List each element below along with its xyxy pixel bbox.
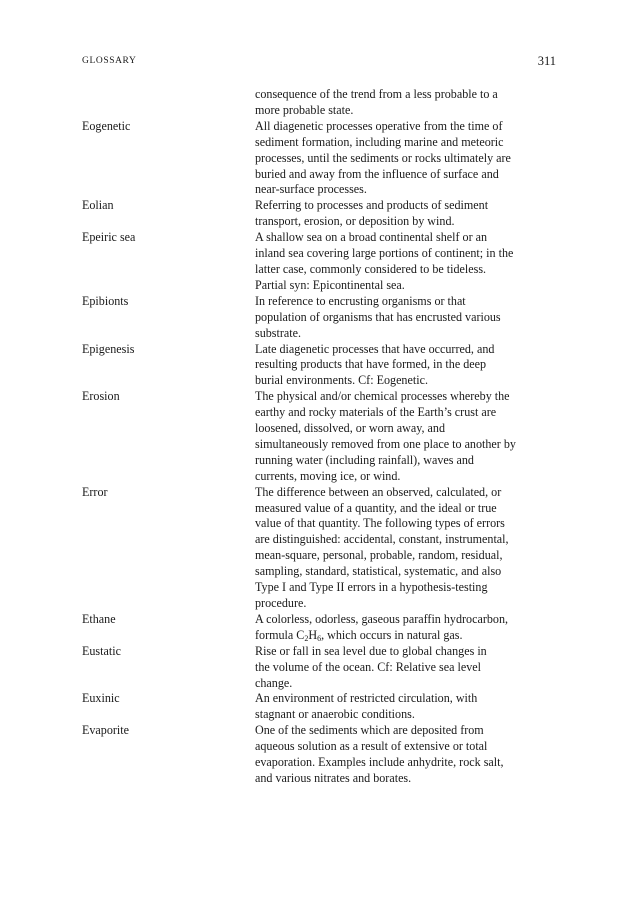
formula-element: H <box>308 627 318 642</box>
entry-term: Epigenesis <box>82 341 135 356</box>
definition-line: are distinguished: accidental, constant, instrumental, <box>255 532 509 547</box>
definition-line: more probable state. <box>255 102 354 117</box>
entry-definition <box>255 612 560 644</box>
definition-line: Rise or fall in sea level due to global changes in <box>255 643 487 658</box>
glossary-entry <box>82 342 560 390</box>
glossary-entry <box>82 612 560 644</box>
entry-definition <box>255 691 560 723</box>
definition-line: sampling, standard, statistical, systematic, and also <box>255 564 502 579</box>
definition-line: A colorless, odorless, gaseous paraffin hydrocarbon, <box>255 611 509 626</box>
entry-definition <box>255 644 560 692</box>
entry-term: Eogenetic <box>82 118 131 133</box>
definition-line: All diagenetic processes operative from the time of <box>255 118 503 133</box>
formula-subscript: 2 <box>304 633 309 643</box>
definition-line: Late diagenetic processes that have occurred, and <box>255 341 495 356</box>
entry-term: Error <box>82 484 108 499</box>
definition-line: stagnant or anaerobic conditions. <box>255 707 415 722</box>
definition-line: population of organisms that has encrusted various <box>255 309 501 324</box>
entry-term: Epibionts <box>82 293 129 308</box>
entry-term: Epeiric sea <box>82 230 136 245</box>
definition-line: and various nitrates and borates. <box>255 770 412 785</box>
definition-line: In reference to encrusting organisms or that <box>255 293 466 308</box>
definition-line: simultaneously removed from one place to another by <box>255 436 516 451</box>
formula-subscript: 6 <box>317 633 322 643</box>
definition-line: A shallow sea on a broad continental shelf or an <box>255 230 488 245</box>
entry-term <box>82 87 255 119</box>
glossary-entry <box>82 198 560 230</box>
definition-line: loosened, dissolved, or worn away, and <box>255 421 445 436</box>
glossary-entry <box>82 644 560 692</box>
definition-line: resulting products that have formed, in the deep <box>255 357 487 372</box>
glossary-entry <box>82 230 560 294</box>
glossary-entry <box>82 119 560 199</box>
definition-line: consequence of the trend from a less probable to a <box>255 87 498 101</box>
definition-line: transport, erosion, or deposition by wind. <box>255 214 455 229</box>
definition-line: value of that quantity. The following types of errors <box>255 516 505 531</box>
entry-definition <box>255 198 560 230</box>
entry-term: Ethane <box>82 611 116 626</box>
definition-line: An environment of restricted circulation, with <box>255 691 478 706</box>
definition-line: The difference between an observed, calculated, or <box>255 484 502 499</box>
definition-line: Referring to processes and products of sediment <box>255 198 489 213</box>
definition-line: near-surface processes. <box>255 182 367 197</box>
definition-line: procedure. <box>255 596 307 610</box>
definition-line: evaporation. Examples include anhydrite, rock salt, <box>255 755 504 770</box>
entry-definition <box>255 230 560 294</box>
formula-prefix: formula C <box>255 627 305 642</box>
formula-suffix: , which occurs in natural gas. <box>321 627 463 642</box>
glossary-entry <box>82 485 560 612</box>
entry-definition <box>255 723 560 787</box>
entry-term: Euxinic <box>82 691 120 706</box>
definition-line: change. <box>255 675 293 690</box>
definition-line: mean-square, personal, probable, random, residual, <box>255 548 503 563</box>
glossary-entry <box>82 389 560 484</box>
definition-line: processes, until the sediments or rocks ultimately are <box>255 150 511 165</box>
entry-definition <box>255 389 560 484</box>
page-header <box>82 56 556 72</box>
glossary-entries <box>82 87 560 787</box>
entry-definition <box>255 485 560 612</box>
glossary-entry <box>82 691 560 723</box>
entry-term: Eustatic <box>82 643 121 658</box>
definition-line: burial environments. Cf: Eogenetic. <box>255 373 428 388</box>
definition-line: One of the sediments which are deposited from <box>255 723 484 738</box>
definition-line: buried and away from the influence of surface and <box>255 166 499 181</box>
definition-line-formula <box>255 628 560 644</box>
definition-line: Type I and Type II errors in a hypothesis-testing <box>255 580 488 595</box>
entry-definition <box>255 294 560 342</box>
entry-definition <box>255 342 560 390</box>
definition-line: Partial syn: Epicontinental sea. <box>255 277 405 292</box>
definition-line: measured value of a quantity, and the ideal or true <box>255 500 497 515</box>
entry-term: Eolian <box>82 198 114 213</box>
definition-line: earthy and rocky materials of the Earth’s crust are <box>255 405 497 420</box>
entry-definition <box>255 87 560 119</box>
definition-line: sediment formation, including marine and meteoric <box>255 134 504 149</box>
entry-definition <box>255 119 560 199</box>
definition-line: substrate. <box>255 325 302 340</box>
definition-line: the volume of the ocean. Cf: Relative sea level <box>255 659 482 674</box>
glossary-entry <box>82 87 560 119</box>
glossary-entry <box>82 294 560 342</box>
glossary-entry <box>82 723 560 787</box>
definition-line: running water (including rainfall), waves and <box>255 452 474 467</box>
definition-line: currents, moving ice, or wind. <box>255 468 401 483</box>
definition-line: latter case, commonly considered to be tideless. <box>255 261 487 276</box>
definition-line: aqueous solution as a result of extensive or total <box>255 739 488 754</box>
definition-line: inland sea covering large portions of continent; in the <box>255 246 514 261</box>
definition-line: The physical and/or chemical processes whereby the <box>255 389 510 404</box>
page-number: 311 <box>537 54 556 68</box>
entry-term: Evaporite <box>82 723 130 738</box>
entry-term: Erosion <box>82 389 120 404</box>
running-head: GLOSSARY <box>82 56 137 66</box>
